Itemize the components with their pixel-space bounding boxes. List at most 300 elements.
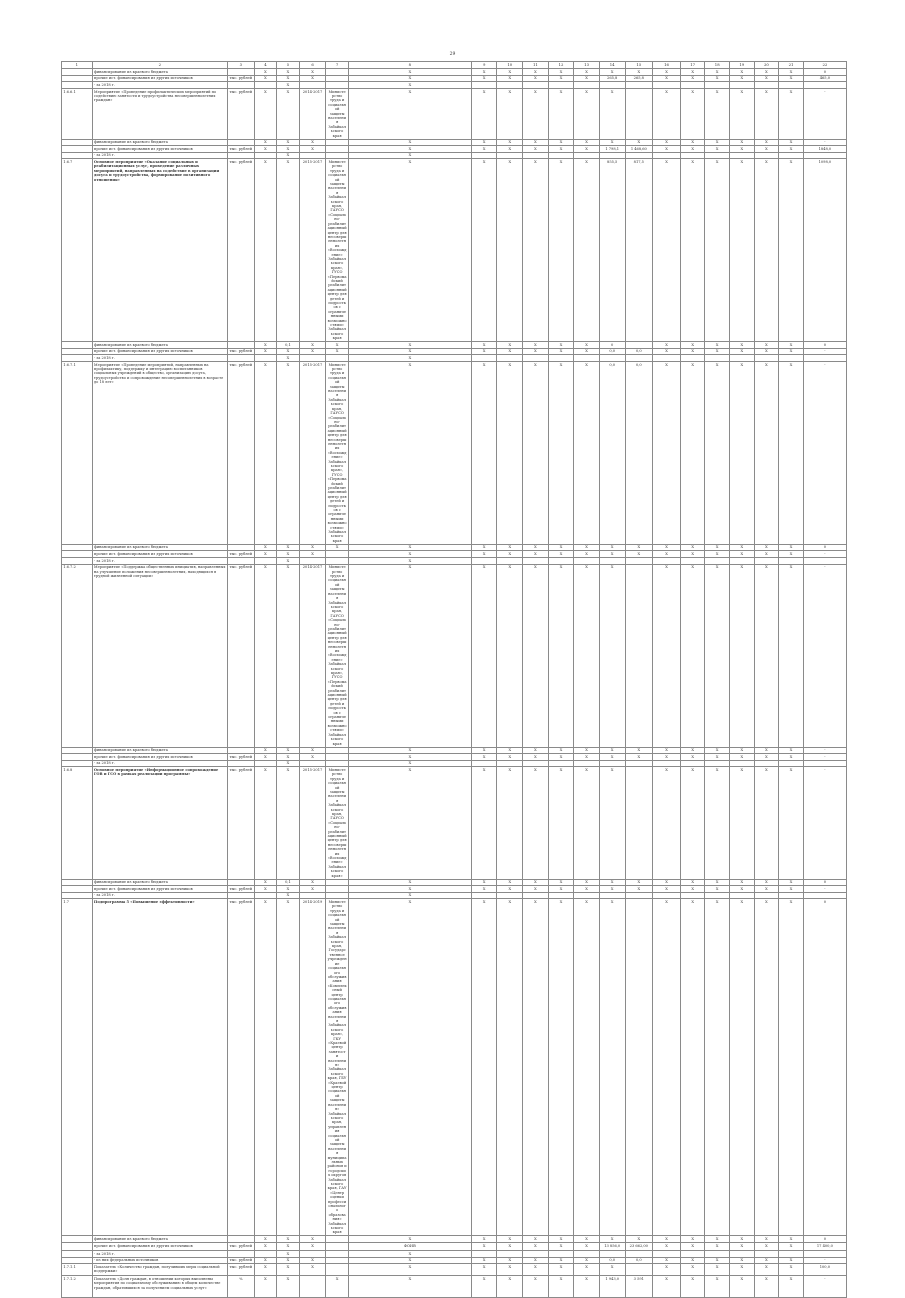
cell-total-value: 17 400,0 <box>803 1243 846 1251</box>
cell-col-9: X <box>471 544 497 551</box>
cell-col-21: X <box>779 551 804 558</box>
cell-col-20: X <box>754 159 779 342</box>
cell-col-11: X <box>523 88 549 139</box>
cell-col-18: X <box>705 88 730 139</box>
column-number: 14 <box>599 62 625 69</box>
cell-plan-value <box>625 760 653 767</box>
cell-col-17: X <box>680 1243 705 1251</box>
cell-col-7 <box>326 1243 349 1251</box>
cell-executor: X <box>348 754 471 761</box>
cell-total-value: - <box>803 767 846 879</box>
cell-plan-value: 0,0 <box>625 1257 653 1264</box>
cell-col-19: X <box>730 879 755 886</box>
cell-col-4 <box>254 355 277 362</box>
cell-col-9: X <box>471 564 497 747</box>
cell-col-10: X <box>497 544 523 551</box>
cell-col-11: X <box>523 348 549 355</box>
cell-plan-value <box>625 892 653 899</box>
cell-col-13: X <box>574 879 600 886</box>
table-row <box>62 82 847 89</box>
cell-col-14: 0,0 <box>599 362 625 545</box>
cell-col-4: X <box>254 767 277 879</box>
cell-period: X <box>299 1236 326 1243</box>
cell-actual-value <box>653 558 681 565</box>
cell-col-9: X <box>471 75 497 82</box>
cell-col-13: X <box>574 146 600 153</box>
cell-executor: X <box>348 159 471 342</box>
cell-col-13: X <box>574 362 600 545</box>
column-number: 2 <box>92 62 227 69</box>
cell-col-19: X <box>730 886 755 893</box>
cell-period: X <box>299 146 326 153</box>
cell-total-value: 0 <box>803 544 846 551</box>
cell-plan-value: X <box>625 1236 653 1243</box>
cell-col-18: X <box>705 564 730 747</box>
cell-col-21 <box>779 760 804 767</box>
cell-unit <box>228 747 255 754</box>
cell-actual-value: X <box>653 747 681 754</box>
cell-row-title: финансирование из краевого бюджета <box>92 342 227 349</box>
cell-executor: X <box>348 760 471 767</box>
cell-col-10: X <box>497 564 523 747</box>
cell-col-12: X <box>548 899 574 1236</box>
cell-period: X <box>299 747 326 754</box>
cell-row-number: 1.6.6.1 <box>62 88 93 139</box>
cell-col-12: X <box>548 551 574 558</box>
cell-actual-value: X <box>653 754 681 761</box>
cell-col-7 <box>326 69 349 76</box>
cell-col-5: X <box>277 1257 300 1264</box>
cell-col-13: X <box>574 342 600 349</box>
column-number: 20 <box>754 62 779 69</box>
cell-col-4: X <box>254 1257 277 1264</box>
cell-col-9 <box>471 355 497 362</box>
cell-col-5: X <box>277 544 300 551</box>
cell-col-14 <box>599 1251 625 1258</box>
cell-total-value <box>803 558 846 565</box>
cell-col-18: X <box>705 1276 730 1298</box>
cell-col-10: X <box>497 348 523 355</box>
cell-col-21: X <box>779 88 804 139</box>
cell-col-14: X <box>599 1236 625 1243</box>
cell-row-title: Основное мероприятие «Информационное сопровождение ГОВ и ГСО в рамках реализации программы» <box>92 767 227 879</box>
cell-col-18 <box>705 355 730 362</box>
cell-col-19 <box>730 892 755 899</box>
cell-col-10 <box>497 760 523 767</box>
cell-col-5: X <box>277 82 300 89</box>
cell-col-9: X <box>471 348 497 355</box>
cell-col-20: X <box>754 886 779 893</box>
column-number: 21 <box>779 62 804 69</box>
cell-actual-value: X <box>653 146 681 153</box>
cell-col-10 <box>497 355 523 362</box>
cell-actual-value: X <box>653 348 681 355</box>
cell-col-5: X <box>277 558 300 565</box>
table-row <box>62 1276 847 1298</box>
cell-col-21: X <box>779 159 804 342</box>
cell-col-18: X <box>705 1243 730 1251</box>
cell-col-11: X <box>523 551 549 558</box>
cell-col-21: X <box>779 139 804 146</box>
cell-unit <box>228 892 255 899</box>
cell-unit <box>228 355 255 362</box>
cell-col-9 <box>471 558 497 565</box>
table-row <box>62 558 847 565</box>
cell-plan-value: X <box>625 544 653 551</box>
cell-plan-value <box>625 1264 653 1276</box>
cell-col-5: X <box>277 159 300 342</box>
cell-col-11: X <box>523 1236 549 1243</box>
cell-col-5: X <box>277 69 300 76</box>
cell-col-20 <box>754 558 779 565</box>
cell-col-11 <box>523 1251 549 1258</box>
cell-col-11: X <box>523 362 549 545</box>
cell-col-13: X <box>574 88 600 139</box>
cell-row-title: финансирование из краевого бюджета <box>92 747 227 754</box>
cell-row-title: Показатель «Количество граждан, получивших меры социальной поддержки» <box>92 1264 227 1276</box>
cell-col-13 <box>574 558 600 565</box>
cell-col-14 <box>599 82 625 89</box>
cell-col-10: X <box>497 139 523 146</box>
cell-col-19: X <box>730 1236 755 1243</box>
cell-col-21: X <box>779 879 804 886</box>
cell-col-11 <box>523 152 549 159</box>
cell-executor: X <box>348 892 471 899</box>
cell-col-11: X <box>523 146 549 153</box>
cell-row-title: финансирование из краевого бюджета <box>92 69 227 76</box>
cell-col-12: X <box>548 1264 574 1276</box>
cell-col-12: X <box>548 886 574 893</box>
cell-row-number: 1.7.1.2 <box>62 1276 93 1298</box>
cell-period <box>299 152 326 159</box>
cell-total-value: 0 <box>803 1236 846 1243</box>
cell-col-11 <box>523 558 549 565</box>
table-row <box>62 760 847 767</box>
cell-plan-value: X <box>625 69 653 76</box>
table-row <box>62 551 847 558</box>
cell-col-17: X <box>680 886 705 893</box>
cell-period: X <box>299 754 326 761</box>
cell-unit: тыс. рублей <box>228 767 255 879</box>
cell-col-10: X <box>497 551 523 558</box>
cell-col-12: X <box>548 1257 574 1264</box>
cell-col-12: X <box>548 146 574 153</box>
cell-col-14 <box>599 760 625 767</box>
cell-plan-value: 0,0 <box>625 362 653 545</box>
program-table <box>61 61 847 1298</box>
cell-total-value: 465,0 <box>803 75 846 82</box>
cell-row-title: Подпрограмма 5 «Повышение эффективности» <box>92 899 227 1236</box>
cell-col-19: X <box>730 1276 755 1298</box>
cell-col-18 <box>705 82 730 89</box>
column-number: 22 <box>803 62 846 69</box>
cell-col-4 <box>254 558 277 565</box>
cell-col-7: Министерство труда и социальной защиты населения Забайкальского края, ГАУСО «Социально-реабилитационный центр для несовершеннолетних «Восхождение» Забайкальского края», ГУСО «Первомайский реабилитационный центр для детей и подростков с ограниченными возможностями» Забайкальского края <box>327 362 347 543</box>
cell-col-12: X <box>548 1276 574 1298</box>
column-number: 11 <box>523 62 549 69</box>
cell-col-12: X <box>548 879 574 886</box>
cell-col-9: X <box>471 767 497 879</box>
cell-executor: X <box>348 348 471 355</box>
cell-col-4: X <box>254 564 277 747</box>
cell-col-11: X <box>523 879 549 886</box>
column-number: 9 <box>471 62 497 69</box>
column-number: 19 <box>730 62 755 69</box>
cell-row-number: 1.7 <box>62 899 93 1236</box>
cell-col-4: X <box>254 754 277 761</box>
cell-col-21: X <box>779 1257 804 1264</box>
cell-col-19 <box>730 152 755 159</box>
cell-row-number: 1.6.7.2 <box>62 564 93 747</box>
table-row <box>62 139 847 146</box>
cell-unit <box>228 342 255 349</box>
cell-col-18 <box>705 1251 730 1258</box>
cell-col-18 <box>705 760 730 767</box>
cell-col-12: X <box>548 544 574 551</box>
cell-col-13: X <box>574 1264 600 1276</box>
cell-col-10: X <box>497 899 523 1236</box>
cell-col-20: X <box>754 564 779 747</box>
column-number: 17 <box>680 62 705 69</box>
cell-col-17: X <box>680 342 705 349</box>
cell-col-21 <box>779 82 804 89</box>
cell-col-17 <box>680 152 705 159</box>
cell-col-19 <box>730 355 755 362</box>
cell-col-12: X <box>548 362 574 545</box>
cell-col-20: X <box>754 544 779 551</box>
cell-actual-value: X <box>653 139 681 146</box>
cell-col-13: X <box>574 544 600 551</box>
cell-col-20: X <box>754 139 779 146</box>
cell-executor: X <box>348 747 471 754</box>
cell-row-number <box>62 75 93 82</box>
cell-plan-value: 3 591 <box>625 1276 653 1298</box>
cell-total-value: - <box>803 1257 846 1264</box>
cell-col-20: X <box>754 362 779 545</box>
cell-actual-value <box>653 82 681 89</box>
cell-col-13: X <box>574 1236 600 1243</box>
cell-col-20 <box>754 82 779 89</box>
column-number: 5 <box>277 62 300 69</box>
cell-col-17: X <box>680 348 705 355</box>
cell-col-20: X <box>754 1243 779 1251</box>
cell-executor: X <box>348 564 471 747</box>
cell-plan-value <box>625 82 653 89</box>
cell-row-number <box>62 754 93 761</box>
cell-plan-value <box>625 564 653 747</box>
cell-col-5: X <box>277 1276 300 1298</box>
cell-col-18 <box>705 558 730 565</box>
cell-col-9: X <box>471 139 497 146</box>
cell-col-18: X <box>705 886 730 893</box>
cell-col-11 <box>523 355 549 362</box>
cell-plan-value <box>625 558 653 565</box>
cell-col-7 <box>326 75 349 82</box>
cell-col-20 <box>754 355 779 362</box>
cell-col-18: X <box>705 159 730 342</box>
cell-total-value: - <box>803 348 846 355</box>
cell-col-21 <box>779 355 804 362</box>
cell-col-7 <box>326 879 349 886</box>
cell-period <box>299 82 326 89</box>
cell-plan-value <box>625 342 653 349</box>
cell-col-12: X <box>548 69 574 76</box>
cell-col-14: X <box>599 886 625 893</box>
cell-col-9: X <box>471 754 497 761</box>
cell-row-number <box>62 886 93 893</box>
table-row <box>62 899 847 1236</box>
cell-actual-value <box>653 1251 681 1258</box>
table-row <box>62 159 847 342</box>
cell-col-12: X <box>548 88 574 139</box>
cell-col-12: X <box>548 1243 574 1251</box>
cell-col-20: X <box>754 1264 779 1276</box>
cell-period: 2014-2017 <box>299 564 326 747</box>
cell-total-value: - <box>803 747 846 754</box>
cell-col-14: X <box>599 139 625 146</box>
cell-unit: тыс. рублей <box>228 159 255 342</box>
cell-col-21: X <box>779 75 804 82</box>
cell-executor: X <box>348 1264 471 1276</box>
cell-col-9: X <box>471 342 497 349</box>
cell-col-11: X <box>523 159 549 342</box>
cell-unit: тыс. рублей <box>228 362 255 545</box>
cell-col-19: X <box>730 1257 755 1264</box>
cell-col-13: X <box>574 564 600 747</box>
cell-col-7 <box>326 1236 349 1243</box>
cell-executor: X <box>348 82 471 89</box>
cell-col-4: X <box>254 1276 277 1298</box>
cell-plan-value <box>625 152 653 159</box>
cell-unit: % <box>228 1276 255 1298</box>
cell-col-20: X <box>754 1257 779 1264</box>
cell-col-14: X <box>599 754 625 761</box>
cell-col-17: X <box>680 767 705 879</box>
cell-col-11: X <box>523 139 549 146</box>
cell-col-21: X <box>779 767 804 879</box>
cell-col-19 <box>730 760 755 767</box>
cell-total-value: - <box>803 551 846 558</box>
cell-col-19: X <box>730 69 755 76</box>
table-row <box>62 754 847 761</box>
cell-total-value <box>803 355 846 362</box>
cell-col-14 <box>599 355 625 362</box>
table-body <box>62 62 847 1298</box>
table-row <box>62 886 847 893</box>
cell-col-10: X <box>497 879 523 886</box>
cell-col-19: X <box>730 139 755 146</box>
table-row <box>62 152 847 159</box>
table-row <box>62 1243 847 1251</box>
cell-col-20 <box>754 760 779 767</box>
cell-col-19: X <box>730 88 755 139</box>
cell-col-21: X <box>779 362 804 545</box>
cell-col-5: X <box>277 355 300 362</box>
cell-col-17: X <box>680 88 705 139</box>
cell-col-5: X <box>277 886 300 893</box>
cell-col-17: X <box>680 139 705 146</box>
cell-col-7: X <box>326 544 349 551</box>
cell-row-title: Основное мероприятие «Оказание социальных и реабилитационных услуг, проведение различных мероприятий, направленных на содействие в организации досуга и трудоустройства, формирование позитивного отношения» <box>92 159 227 342</box>
cell-col-10: X <box>497 1264 523 1276</box>
cell-col-20 <box>754 152 779 159</box>
cell-total-value: - <box>803 886 846 893</box>
cell-col-5: X <box>277 747 300 754</box>
cell-col-10: X <box>497 1257 523 1264</box>
cell-col-18: X <box>705 747 730 754</box>
cell-period: X <box>299 75 326 82</box>
cell-row-number <box>62 355 93 362</box>
cell-row-number <box>62 1236 93 1243</box>
cell-col-10 <box>497 558 523 565</box>
cell-col-5: X <box>277 146 300 153</box>
cell-col-7 <box>326 886 349 893</box>
cell-total-value: 1848,0 <box>803 146 846 153</box>
cell-period <box>299 892 326 899</box>
cell-total-value: 0 <box>803 899 846 1236</box>
cell-period: X <box>299 69 326 76</box>
cell-col-12 <box>548 1251 574 1258</box>
cell-actual-value: X <box>653 564 681 747</box>
cell-col-7 <box>326 1257 349 1264</box>
cell-col-10: X <box>497 146 523 153</box>
cell-col-17 <box>680 892 705 899</box>
cell-col-7: Министерство труда и социальной защиты населения Забайкальского края, Государственное учреждение социального обслуживания «Комплексный центр социального обслуживания населения Забайкальского края», ГКУ «Краевой центр занятости населения» Забайкальского края, ГБУ «Краевой центр социальной защиты населения» Забайкальского края, управления социальной защиты населения муниципальных районов и городских округов Забайкальского края, ГАУ «Центр оценки профессионального образования» Забайкальского края <box>327 900 347 1235</box>
cell-col-21: X <box>779 342 804 349</box>
cell-col-18: X <box>705 69 730 76</box>
cell-col-9: X <box>471 1257 497 1264</box>
cell-row-number <box>62 152 93 159</box>
cell-col-19: X <box>730 159 755 342</box>
cell-actual-value: X <box>653 544 681 551</box>
cell-col-5: X <box>277 1264 300 1276</box>
cell-executor: X <box>348 551 471 558</box>
cell-plan-value: 0,0 <box>625 348 653 355</box>
cell-col-18: X <box>705 75 730 82</box>
cell-col-5: X <box>277 1236 300 1243</box>
cell-col-20: X <box>754 348 779 355</box>
cell-total-value <box>803 82 846 89</box>
cell-total-value: - <box>803 88 846 139</box>
cell-col-17: X <box>680 1264 705 1276</box>
cell-col-4: X <box>254 139 277 146</box>
cell-col-17 <box>680 355 705 362</box>
cell-actual-value: X <box>653 551 681 558</box>
cell-executor: X <box>348 69 471 76</box>
cell-col-10: X <box>497 767 523 879</box>
cell-col-10 <box>497 892 523 899</box>
cell-col-4 <box>254 152 277 159</box>
cell-col-7 <box>326 551 349 558</box>
cell-col-7: Министерство труда и социальной защиты населения Забайкальского края, ГАУСО «Социально-реабилитационный центр для несовершеннолетних «Восхождение» Забайкальского края», ГУСО «Первомайский реабилитационный центр для детей и подростков с ограниченными возможностями» Забайкальского края <box>327 565 347 746</box>
cell-col-18: X <box>705 342 730 349</box>
cell-col-13: X <box>574 767 600 879</box>
cell-unit: тыс. рублей <box>228 75 255 82</box>
cell-col-11: X <box>523 754 549 761</box>
cell-col-9: X <box>471 1276 497 1298</box>
column-number: 6 <box>299 62 326 69</box>
cell-col-10 <box>497 1251 523 1258</box>
cell-col-5: X <box>277 551 300 558</box>
table-row <box>62 75 847 82</box>
cell-row-title: финансирование из краевого бюджета <box>92 879 227 886</box>
cell-col-17: X <box>680 879 705 886</box>
cell-row-number <box>62 879 93 886</box>
cell-row-title: - за 2018 г. <box>92 152 227 159</box>
cell-row-title: финансирование из краевого бюджета <box>92 1236 227 1243</box>
cell-row-number: 1.6.8 <box>62 767 93 879</box>
cell-row-title: прочие ист. финансирования из других источников <box>92 348 227 355</box>
